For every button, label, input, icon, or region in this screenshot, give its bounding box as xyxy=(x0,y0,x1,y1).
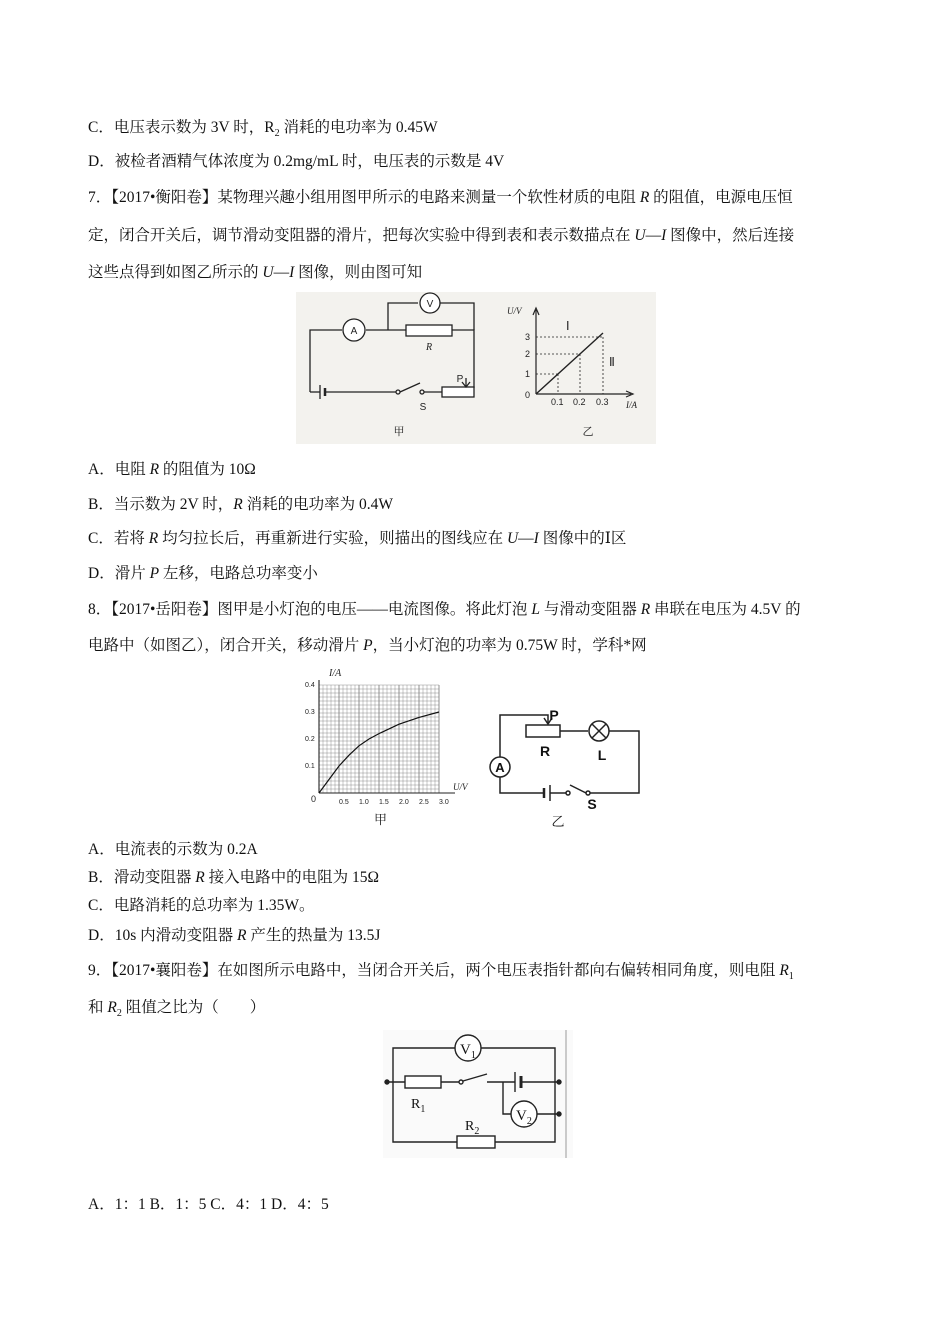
q7-figure xyxy=(296,292,656,444)
x-tick: 0.3 xyxy=(596,397,609,407)
ammeter-label: A xyxy=(495,760,505,775)
caption-yi: 乙 xyxy=(551,814,565,829)
q7-option-d: D．滑片 P 左移，电路总功率变小 xyxy=(88,565,318,582)
y-tick: 2 xyxy=(525,349,531,359)
origin-label: 0 xyxy=(311,794,317,804)
resistor-r-symbol xyxy=(406,325,452,336)
q8-stem-line1: 8．【2017•岳阳卷】图甲是小灯泡的电压——电流图像。将此灯泡 L 与滑动变阻器 R 串联在电压为 4.5V 的 xyxy=(88,601,801,618)
switch-symbol xyxy=(570,785,586,793)
q7-stem-line2: 定，闭合开关后，调节滑动变阻器的滑片，把每次实验中得到表和表示数描点在 U—I 图像中，然后连接 xyxy=(88,227,795,244)
y-axis-label: U/V xyxy=(507,306,522,316)
r1-label: $R_1$ xyxy=(411,1097,426,1115)
q8-option-d: D．10s 内滑动变阻器 R 产生的热量为 13.5J xyxy=(88,927,381,944)
switch-label: S xyxy=(587,796,597,812)
y-tick: 0.4 xyxy=(305,682,315,689)
q9-stem-line2: 和 $R_2$ 阻值之比为（ ） xyxy=(88,999,266,1020)
q6-option-d: D．被检者酒精气体浓度为 0.2mg/mL 时，电压表的示数是 4V xyxy=(88,153,505,170)
x-axis-label: U/V xyxy=(453,782,468,792)
q7-option-c: C．若将 R 均匀拉长后，再重新进行实验，则描出的图线应在 U—I 图像中的Ⅰ区 xyxy=(88,530,627,547)
q7-option-b: B．当示数为 2V 时，R 消耗的电功率为 0.4W xyxy=(88,496,393,513)
x-tick: 1.5 xyxy=(379,799,389,806)
y-tick: 0.3 xyxy=(305,709,315,716)
q9-stem-line1: 9．【2017•襄阳卷】在如图所示电路中，当闭合开关后，两个电压表指针都向右偏转相同角度，则电阻 $R_1$ xyxy=(88,962,794,983)
resistor-r1-symbol xyxy=(405,1076,441,1088)
rheostat-symbol xyxy=(442,387,474,397)
resistor-label: R xyxy=(539,743,551,759)
y-tick: 0.1 xyxy=(305,763,315,770)
caption-jia: 甲 xyxy=(393,426,405,438)
q7-option-a: A．电阻 R 的阻值为 10Ω xyxy=(88,461,256,478)
q7-stem-line1: 7．【2017•衡阳卷】某物理兴趣小组用图甲所示的电路来测量一个软性材质的电阻 R 的阻值，电源电压恒 xyxy=(88,189,793,206)
x-tick: 2.0 xyxy=(399,799,409,806)
caption-yi: 乙 xyxy=(582,426,594,438)
q8-option-c: C．电路消耗的总功率为 1.35W。 xyxy=(88,897,315,914)
r2-label: $R_2$ xyxy=(465,1119,480,1137)
v1-label: $V_1$ xyxy=(460,1042,476,1061)
y-axis-label: I/A xyxy=(329,668,342,679)
voltmeter-label: V xyxy=(426,299,434,310)
x-axis-label: I/A xyxy=(626,400,637,410)
y-tick: 0 xyxy=(525,390,531,400)
q6-option-c: C．电压表示数为 3V 时，$R_2$ 消耗的电功率为 0.45W xyxy=(88,119,438,140)
region-2-label: Ⅱ xyxy=(609,355,615,369)
q8-option-b: B．滑动变阻器 R 接入电路中的电阻为 15Ω xyxy=(88,869,379,886)
q8-iu-graph xyxy=(305,662,480,830)
rheostat-symbol xyxy=(526,725,560,737)
resistor-label: R xyxy=(425,342,433,353)
y-tick: 1 xyxy=(525,369,531,379)
ammeter-label: A xyxy=(350,326,358,337)
resistor-r2-symbol xyxy=(457,1136,495,1148)
slider-label: P xyxy=(456,374,464,385)
caption-jia: 甲 xyxy=(374,812,388,827)
y-tick: 0.2 xyxy=(305,736,315,743)
q8-option-a: A．电流表的示数为 0.2A xyxy=(88,841,258,858)
q9-circuit xyxy=(383,1030,573,1158)
x-tick: 0.2 xyxy=(573,397,586,407)
q7-stem-line3: 这些点得到如图乙所示的 U—I 图像，则由图可知 xyxy=(88,264,423,281)
switch-label: S xyxy=(419,402,427,413)
region-1-label: Ⅰ xyxy=(566,319,570,333)
q9-options: A．1：1 B．1：5 C．4：1 D．4：5 xyxy=(88,1196,329,1213)
slider-label: P xyxy=(549,707,559,723)
v2-label: $V_2$ xyxy=(516,1108,532,1127)
x-tick: 1.0 xyxy=(359,799,369,806)
x-tick: 0.5 xyxy=(339,799,349,806)
y-tick: 3 xyxy=(525,332,531,342)
q8-circuit-yi xyxy=(486,705,646,833)
x-tick: 0.1 xyxy=(551,397,564,407)
lamp-label: L xyxy=(597,747,607,763)
x-tick: 2.5 xyxy=(419,799,429,806)
q8-stem-line2: 电路中（如图乙），闭合开关，移动滑片 P，当小灯泡的功率为 0.75W 时，学科*网 xyxy=(88,637,647,654)
x-tick: 3.0 xyxy=(439,799,449,806)
